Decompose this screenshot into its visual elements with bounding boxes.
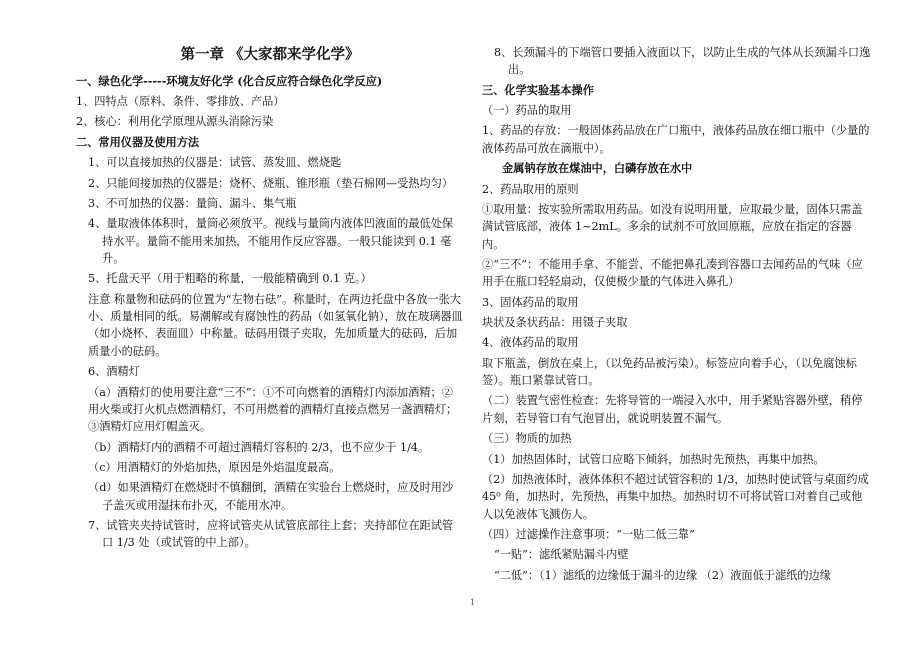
section-heading: 二、常用仪器及使用方法: [76, 134, 200, 149]
paragraph: 3、不可加热的仪器：量筒、漏斗、集气瓶: [88, 196, 297, 210]
paragraph: （c）用酒精灯的外焰加热，原因是外焰温度最高。: [88, 460, 341, 474]
paragraph: 2、核心：利用化学原理从源头消除污染: [76, 115, 274, 129]
paragraph: 3、固体药品的取用: [482, 295, 579, 309]
paragraph: （2）加热液体时，液体体积不超过试管容积的 1/3，加热时使试管与桌面约成 45⁰ 角，加热时，先预热，再集中加热。加热时切不可将试管口对着自己或他人以免液体飞溅伤人。: [482, 472, 869, 521]
paragraph: 5、托盘天平（用于粗略的称量，一般能精确到 0.1 克。）: [88, 272, 372, 286]
paragraph: 4、液体药品的取用: [482, 336, 579, 350]
paragraph: 7、试管夹夹持试管时，应将试管夹从试管底部往上套；夹持部位在距试管口 1/3 处（或试管的中上部）。: [88, 519, 454, 550]
paragraph: 金属钠存放在煤油中，白磷存放在水中: [502, 161, 693, 176]
section-heading: 一、绿色化学-----环境友好化学 (化合反应符合绿色化学反应): [76, 73, 383, 88]
paragraph: 块状及条状药品：用镊子夹取: [482, 316, 628, 330]
paragraph: 1、药品的存放：一般固体药品放在广口瓶中，液体药品放在细口瓶中（少量的液体药品可放在滴瓶中）。: [482, 124, 870, 155]
paragraph: 8、长颈漏斗的下端管口要插入液面以下，以防止生成的气体从长颈漏斗口逸出。: [494, 46, 871, 77]
paragraph: （三）物质的加热: [482, 432, 572, 446]
paragraph: （一）药品的取用: [482, 104, 572, 118]
paragraph: （1）加热固体时，试管口应略下倾斜，加热时先预热，再集中加热。: [482, 452, 825, 466]
paragraph: 4、量取液体体积时，量筒必须放平。视线与量筒内液体凹液面的最低处保持水平。量筒不能用来加热，不能用作反应容器。一般只能读到 0.1 毫升。: [88, 217, 454, 265]
paragraph: 2、只能间接加热的仪器是：烧杯、烧瓶、锥形瓶（垫石棉网—受热均匀）: [88, 176, 454, 190]
section-heading: 三、化学实验基本操作: [482, 82, 594, 97]
paragraph: 2、药品取用的原则: [482, 182, 579, 196]
paragraph: “一贴”：滤纸紧贴漏斗内壁: [494, 548, 629, 562]
right-column: [482, 44, 872, 587]
paragraph: 取下瓶盖，倒放在桌上，（以免药品被污染）。标签应向着手心，（以免腐蚀标签）。瓶口紧靠试管口。: [482, 356, 857, 388]
paragraph: （b）酒精灯内的酒精不可超过酒精灯容积的 2/3，也不应少于 1/4。: [88, 440, 430, 454]
paragraph: “二低”：（1）滤纸的边缘低于漏斗的边缘 （2）液面低于滤纸的边缘: [494, 568, 831, 582]
paragraph: 注意 称量物和砝码的位置为“左物右砝”。称量时，在两边托盘中各放一张大小、质量相同的纸。易潮解或有腐蚀性的药品（如氢氧化钠），放在玻璃器皿（如小烧杯、表面皿）中称量。砝码用镊子夹取，先加质量大的砝码，后加质量小的砝码。: [88, 292, 463, 358]
paragraph: ②“三不”：不能用手拿、不能尝、不能把鼻孔凑到容器口去闻药品的气味（应用手在瓶口轻轻扇动，仅使极少量的气体进入鼻孔）: [482, 257, 863, 289]
paragraph: 1、可以直接加热的仪器是：试管、蒸发皿、燃烧匙: [88, 156, 342, 170]
chapter-title: 第一章 《大家都来学化学》: [180, 46, 360, 63]
page-number: 1: [470, 598, 476, 607]
paragraph: ①取用量：按实验所需取用药品。如没有说明用量，应取最少量，固体只需盖满试管底部，液体 1~2mL。多余的试剂不可放回原瓶，应放在指定的容器内。: [482, 202, 863, 251]
paragraph: 6、酒精灯: [88, 365, 140, 379]
paragraph: 1、四特点（原料、条件、零排放、产品）: [76, 95, 285, 109]
paragraph: （a）酒精灯的使用要注意“三不”：①不可向燃着的酒精灯内添加酒精；②用火柴或打火机点燃酒精灯，不可用燃着的酒精灯直接点燃另一盏酒精灯；③酒精灯应用灯帽盖灭。: [88, 385, 458, 434]
paragraph: （d）如果酒精灯在燃烧时不慎翻倒，酒精在实验台上燃烧时，应及时用沙子盖灭或用湿抹布扑灭，不能用水冲。: [88, 481, 454, 512]
paragraph: （四）过滤操作注意事项：“一贴二低三靠”: [482, 527, 695, 541]
left-column: [76, 44, 464, 555]
paragraph: （二）装置气密性检查：先将导管的一端浸入水中，用手紧贴容器外壁，稍停片刻，若导管口有气泡冒出，就说明装置不漏气。: [482, 394, 863, 425]
